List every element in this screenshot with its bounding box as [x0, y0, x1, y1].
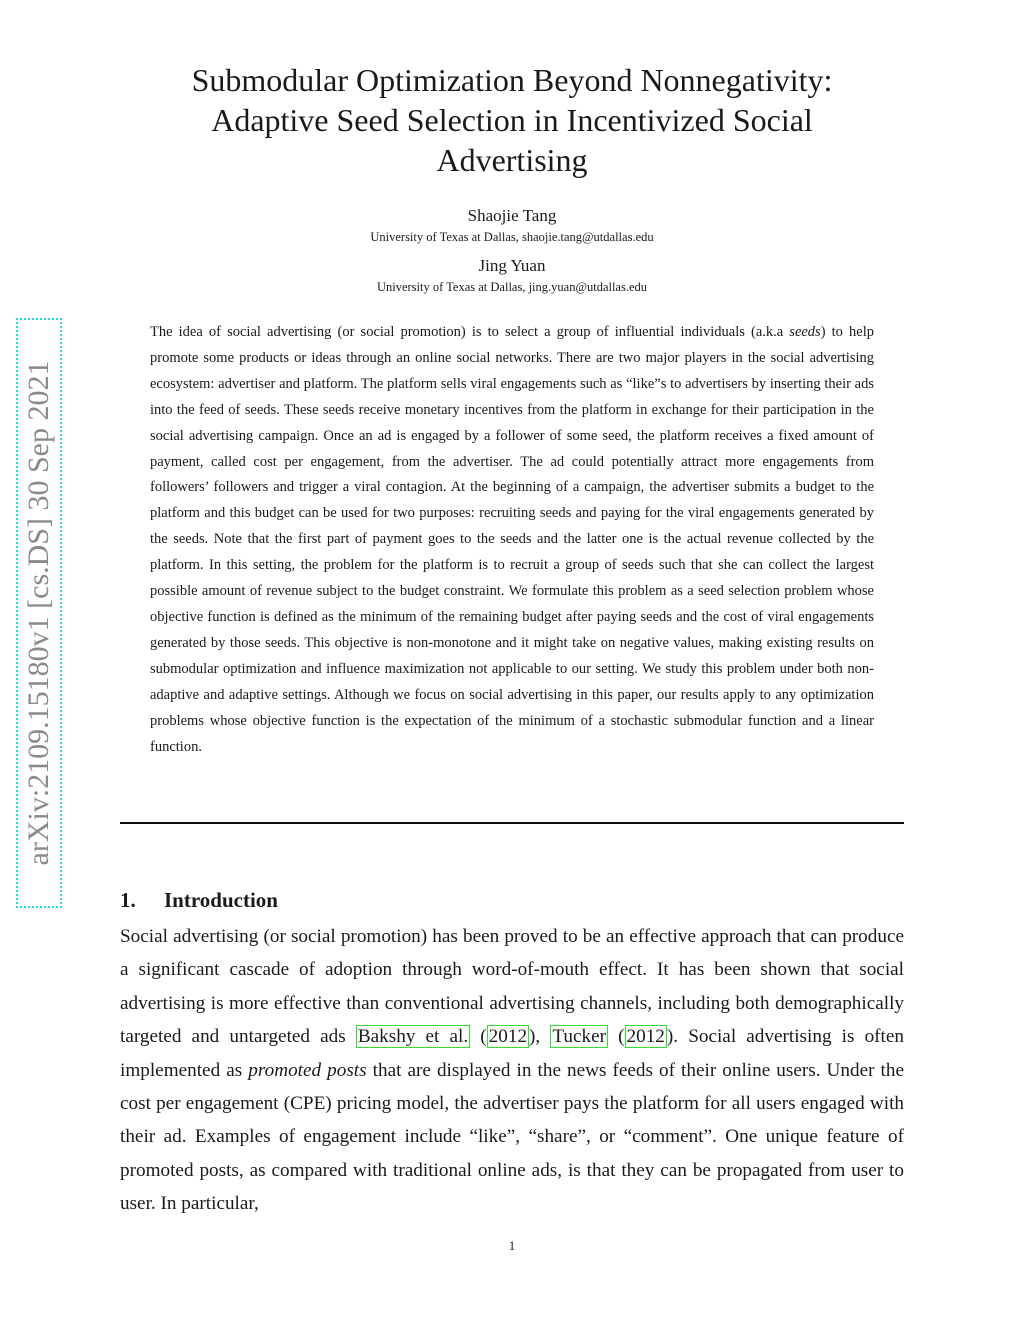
abstract-divider	[120, 822, 904, 824]
abstract-seeds-term: seeds	[789, 324, 821, 340]
title-line: Advertising	[436, 142, 588, 178]
intro-text: (	[470, 1026, 487, 1048]
introduction-paragraph	[120, 920, 904, 1221]
section-number: 1.	[120, 888, 136, 912]
promoted-posts-term: promoted posts	[248, 1059, 367, 1081]
author-affiliation: University of Texas at Dallas, shaojie.tang@utdallas.edu	[370, 230, 654, 244]
title-line: Adaptive Seed Selection in Incentivized Social	[211, 102, 813, 138]
title-line: Submodular Optimization Beyond Nonnegativity:	[191, 62, 833, 98]
section-title: Introduction	[164, 888, 278, 912]
abstract	[150, 320, 874, 760]
author-name: Shaojie Tang	[467, 206, 557, 225]
intro-text: Social advertising (or social promotion) has been proved to be an effective approach that can produce a significant cascade of adoption through word-of-mouth effect. It has been shown that social advertising is more effective than conventional advertising channels, including both demographically targeted and untargeted ads	[120, 926, 904, 1048]
intro-text: that are displayed in the news feeds of their online users. Under the cost per engagement (CPE) pricing model, the advertiser pays the platform for all users engaged with their ad. Examples of engagement include “like”, “share”, or “comment”. One unique feature of promoted posts, as compared with traditional online ads, is that they can be propagated from user to user. In particular,	[120, 1059, 904, 1215]
abstract-text: ) to help promote some products or ideas through an online social networks. There are two major players in the social advertising ecosystem: advertiser and platform. The platform sells viral engagements such as “like”s to advertisers by inserting their ads into the feed of seeds. These seeds receive monetary incentives from the platform in exchange for their participation in the social advertising campaign. Once an ad is engaged by a follower of some seed, the platform receives a fixed amount of payment, called cost per engagement, from the advertiser. The ad could potentially attract more engagements from followers’ followers and trigger a viral contagion. At the beginning of a campaign, the advertiser submits a budget to the platform and this budget can be used for two purposes: recruiting seeds and paying for the viral engagements generated by the seeds. Note that the first part of payment goes to the seeds and the latter one is the actual revenue collected by the platform. In this setting, the problem for the platform is to recruit a group of seeds such that she can collect the largest possible amount of revenue subject to the budget constraint. We formulate this problem as a seed selection problem whose objective function is defined as the minimum of the remaining budget after paying seeds and the cost of viral engagements generated by those seeds. This objective is non-monotone and it might take on negative values, making existing results on submodular optimization and influence maximization not applicable to our setting. We study this problem under both non-adaptive and adaptive settings. Although we focus on social advertising in this paper, our results apply to any optimization problems whose objective function is the expectation of the minimum of a stochastic submodular function and a linear function.	[150, 324, 874, 755]
citation-link-tucker[interactable]: Tucker	[552, 1026, 606, 1048]
author-name: Jing Yuan	[478, 256, 546, 275]
citation-link-bakshy[interactable]: Bakshy et al.	[357, 1026, 469, 1048]
intro-text: ),	[529, 1026, 551, 1048]
paper-title	[120, 60, 904, 180]
arxiv-identifier-stamp[interactable]: arXiv:2109.15180v1 [cs.DS] 30 Sep 2021	[16, 318, 62, 908]
section-heading	[120, 888, 278, 913]
intro-text: ). Social advertising is often implemented as	[120, 1026, 904, 1081]
author-affiliation: University of Texas at Dallas, jing.yuan@utdallas.edu	[376, 280, 648, 294]
abstract-text: The idea of social advertising (or social promotion) is to select a group of influential individuals (a.k.a	[150, 324, 790, 340]
page-number: 1	[508, 1238, 516, 1253]
intro-text: (	[608, 1026, 625, 1048]
citation-link-bakshy-year[interactable]: 2012	[488, 1026, 528, 1048]
citation-link-tucker-year[interactable]: 2012	[626, 1026, 665, 1048]
